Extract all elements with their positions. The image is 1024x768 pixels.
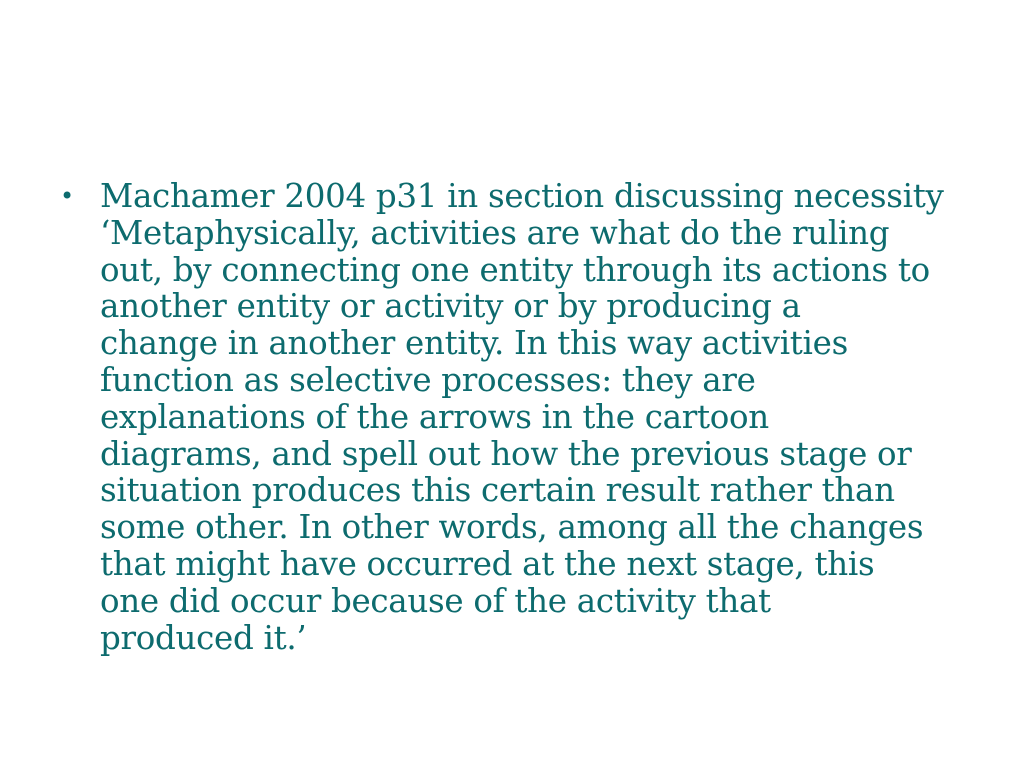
- quote-line-7: explanations of the arrows in the cartoon: [100, 397, 769, 436]
- quote-line-3: out, by connecting one entity through its actions to: [100, 250, 930, 289]
- quote-line-6: function as selective processes: they are: [100, 360, 756, 399]
- quote-line-11: that might have occurred at the next stage, this: [100, 544, 875, 583]
- quote-line-12: one did occur because of the activity that: [100, 581, 771, 620]
- bullet-list: [60, 178, 980, 656]
- bullet-dot-icon: •: [60, 182, 74, 210]
- quote-line-10: some other. In other words, among all the changes: [100, 508, 924, 547]
- quote-line-1: Machamer 2004 p31 in section discussing necessity: [100, 177, 944, 215]
- quote-line-13: produced it.’: [100, 618, 307, 657]
- quote-line-9: situation produces this certain result rather than: [100, 471, 895, 510]
- quote-line-8: diagrams, and spell out how the previous stage or: [100, 434, 912, 473]
- quote-line-2: ‘Metaphysically, activities are what do the ruling: [100, 213, 890, 252]
- quote-line-4: another entity or activity or by producing a: [100, 287, 801, 326]
- bullet-item-quote: [60, 178, 980, 656]
- quote-line-5: change in another entity. In this way activities: [100, 324, 848, 363]
